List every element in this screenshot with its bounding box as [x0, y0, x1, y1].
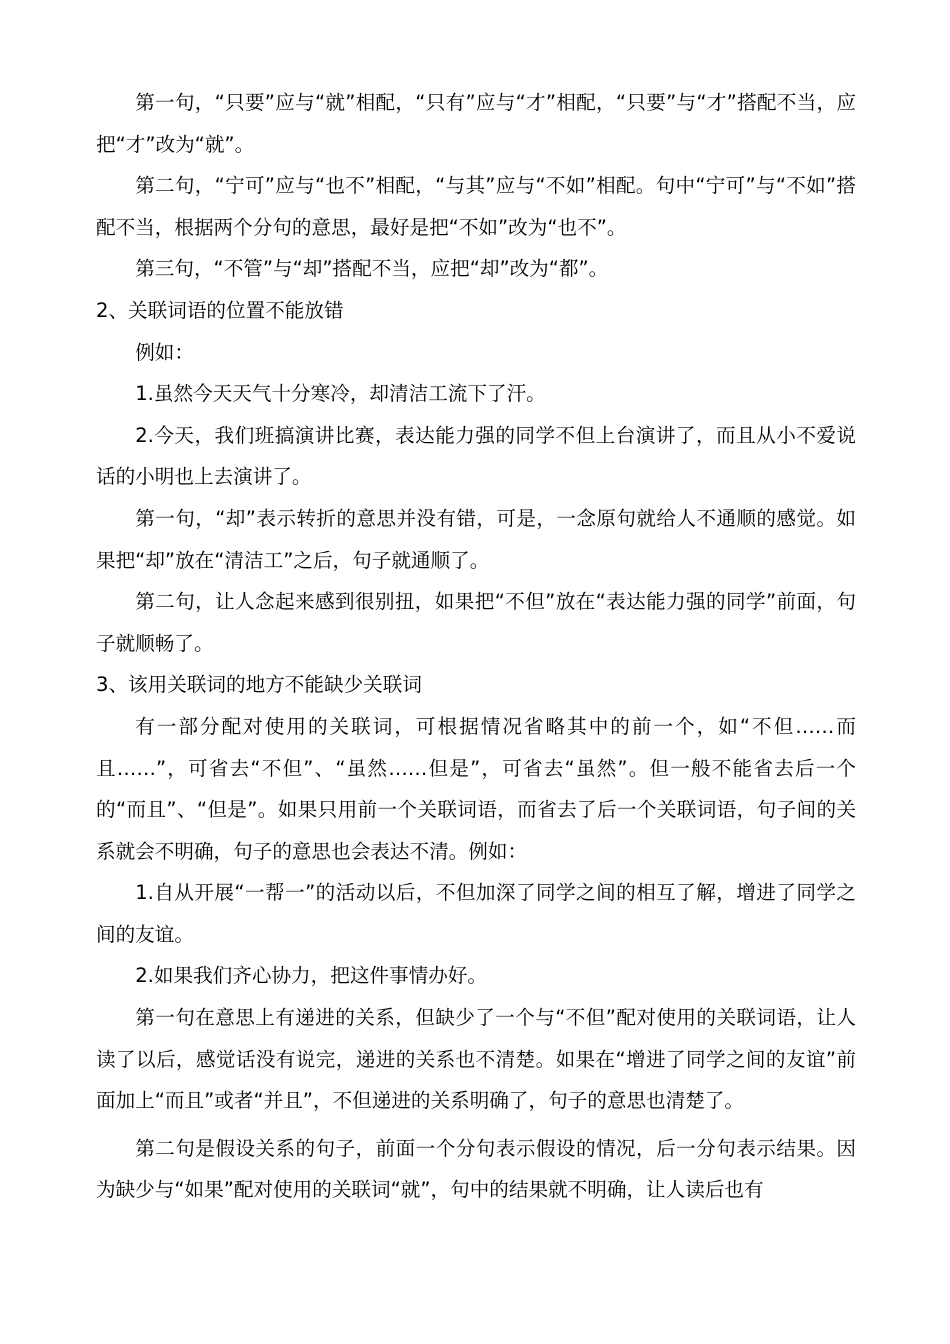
- paragraph: 第一句在意思上有递进的关系，但缺少了一个与“不但”配对使用的关联词语，让人读了以后，感觉话没有说完，递进的关系也不清楚。如果在“增进了同学之间的友谊”前面加上“而且”或者“并且”，不但递进的关系明确了，句子的意思也清楚了。: [96, 1006, 856, 1113]
- paragraph: 第三句，“不管”与“却”搭配不当，应把“却”改为“都”。: [135, 257, 609, 281]
- paragraph: 有一部分配对使用的关联词，可根据情况省略其中的前一个，如“不但……而且……”，可省去“不但”、“虽然……但是”，可省去“虽然”。但一般不能省去后一个的“而且”、“但是”。如果只用前一个关联词语，而省去了后一个关联词语，句子间的关系就会不明确，句子的意思也会表达不清。例如：: [96, 714, 856, 863]
- paragraph: 第一句，“却”表示转折的意思并没有错，可是，一念原句就给人不通顺的感觉。如果把“却”放在“清洁工”之后，句子就通顺了。: [96, 506, 856, 572]
- example-sentence: 2.今天，我们班搞演讲比赛，表达能力强的同学不但上台演讲了，而且从小不爱说话的小明也上去演讲了。: [96, 423, 856, 489]
- section-heading: 2、关联词语的位置不能放错: [96, 298, 344, 322]
- example-sentence: 2.如果我们齐心协力，把这件事情办好。: [135, 964, 487, 988]
- document-body: [96, 82, 856, 1211]
- paragraph: 第一句，“只要”应与“就”相配，“只有”应与“才”相配，“只要”与“才”搭配不当，应把“才”改为“就”。: [96, 91, 856, 156]
- paragraph: 例如：: [135, 340, 194, 364]
- paragraph: 第二句，让人念起来感到很别扭，如果把“不但”放在“表达能力强的同学”前面，句子就顺畅了。: [96, 590, 856, 655]
- paragraph: 第二句，“宁可”应与“也不”相配，“与其”应与“不如”相配。句中“宁可”与“不如”搭配不当，根据两个分句的意思，最好是把“不如”改为“也不”。: [96, 174, 856, 239]
- section-heading: 3、该用关联词的地方不能缺少关联词: [96, 673, 422, 697]
- example-sentence: 1.自从开展“一帮一”的活动以后，不但加深了同学之间的相互了解，增进了同学之间的友谊。: [96, 881, 856, 946]
- example-sentence: 1.虽然今天天气十分寒冷，却清洁工流下了汗。: [135, 382, 546, 406]
- paragraph: 第二句是假设关系的句子，前面一个分句表示假设的情况，后一分句表示结果。因为缺少与“如果”配对使用的关联词“就”，句中的结果就不明确，让人读后也有: [96, 1136, 856, 1202]
